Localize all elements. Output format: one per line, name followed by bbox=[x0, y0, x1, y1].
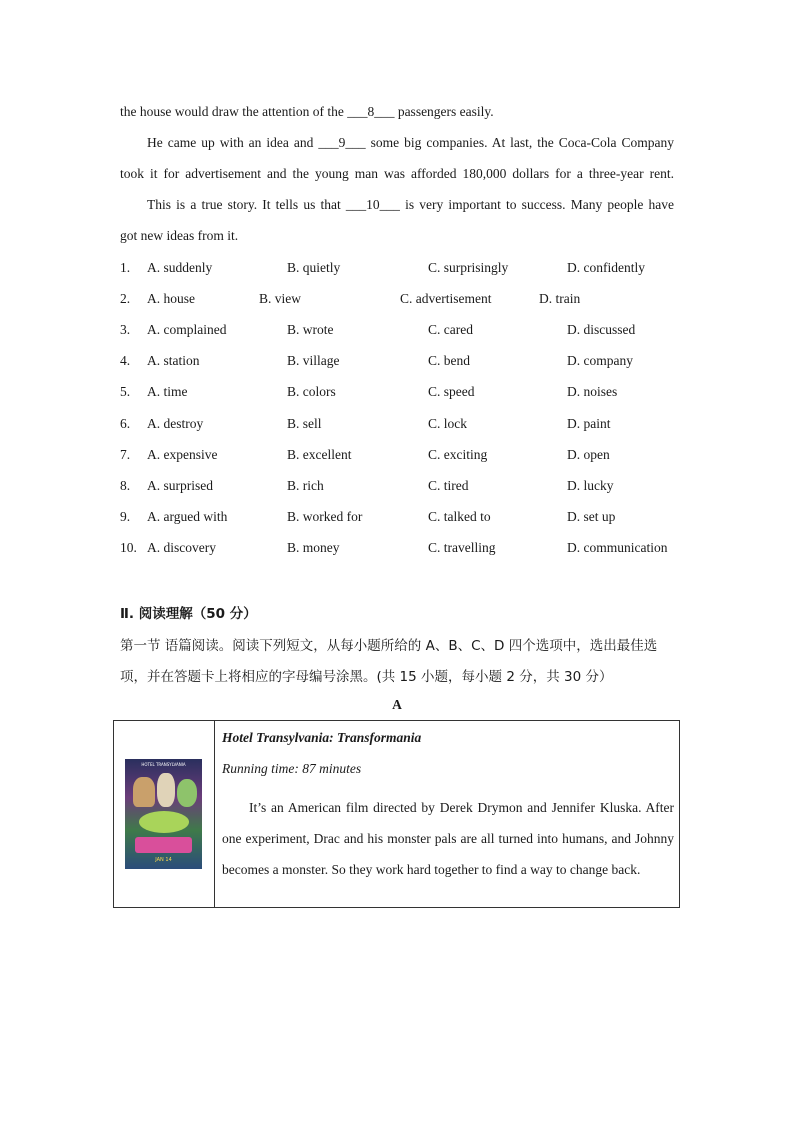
film-description: It’s an American film directed by Derek Drymon and Jennifer Kluska. After one experiment, Drac and his monster pals are all turned into humans, and Johnny becomes a monster. So they work hard together to find a way to change back. bbox=[222, 800, 674, 877]
option-b: B. colors bbox=[287, 384, 336, 399]
option-a: A. destroy bbox=[147, 416, 204, 431]
question-number: 5. bbox=[120, 384, 131, 399]
question-number: 7. bbox=[120, 447, 131, 462]
question-number: 3. bbox=[120, 322, 131, 337]
option-a: A. argued with bbox=[147, 509, 228, 524]
option-d: D. discussed bbox=[567, 322, 636, 337]
option-a: A. time bbox=[147, 384, 188, 399]
question-number: 4. bbox=[120, 353, 131, 368]
option-row bbox=[120, 353, 700, 373]
option-c: C. talked to bbox=[428, 509, 491, 524]
question-number: 6. bbox=[120, 416, 131, 431]
option-d: D. company bbox=[567, 353, 633, 368]
option-d: D. paint bbox=[567, 416, 611, 431]
poster-character bbox=[133, 777, 155, 807]
question-number: 10. bbox=[120, 540, 137, 555]
passage-line-2: He came up with an idea and ___9___ some big companies. At last, the Coca-Cola Company bbox=[147, 135, 674, 150]
option-b: B. sell bbox=[287, 416, 322, 431]
film-title: Hotel Transylvania: Transformania bbox=[222, 730, 422, 745]
option-b: B. money bbox=[287, 540, 340, 555]
option-c: C. bend bbox=[428, 353, 470, 368]
poster-date: JAN 14 bbox=[155, 857, 172, 863]
option-d: D. lucky bbox=[567, 478, 614, 493]
question-number: 8. bbox=[120, 478, 131, 493]
option-c: C. travelling bbox=[428, 540, 496, 555]
option-d: D. communication bbox=[567, 540, 668, 555]
question-number: 1. bbox=[120, 260, 131, 275]
option-row bbox=[120, 447, 700, 467]
option-c: C. advertisement bbox=[400, 291, 492, 306]
poster-character bbox=[139, 811, 189, 833]
option-c: C. lock bbox=[428, 416, 467, 431]
question-number: 2. bbox=[120, 291, 131, 306]
option-a: A. suddenly bbox=[147, 260, 213, 275]
option-row bbox=[120, 509, 700, 529]
option-b: B. view bbox=[259, 291, 301, 306]
option-b: B. quietly bbox=[287, 260, 341, 275]
option-b: B. rich bbox=[287, 478, 324, 493]
option-a: A. station bbox=[147, 353, 200, 368]
option-a: A. surprised bbox=[147, 478, 213, 493]
option-a: A. house bbox=[147, 291, 195, 306]
option-row bbox=[120, 540, 700, 560]
option-c: C. tired bbox=[428, 478, 469, 493]
option-b: B. wrote bbox=[287, 322, 334, 337]
poster-character bbox=[177, 779, 197, 807]
film-table bbox=[113, 720, 680, 908]
poster-character bbox=[157, 773, 175, 807]
option-row bbox=[120, 260, 700, 280]
option-c: C. exciting bbox=[428, 447, 488, 462]
option-row bbox=[120, 416, 700, 436]
option-a: A. expensive bbox=[147, 447, 218, 462]
passage-line-1: the house would draw the attention of the ___8___ passengers easily. bbox=[120, 104, 494, 119]
passage-line-5: got new ideas from it. bbox=[120, 228, 239, 243]
option-d: D. confidently bbox=[567, 260, 645, 275]
option-c: C. surprisingly bbox=[428, 260, 509, 275]
option-row bbox=[120, 384, 700, 404]
option-row bbox=[120, 291, 700, 311]
section-heading: Ⅱ. 阅读理解（50 分） bbox=[120, 606, 257, 622]
movie-poster-image bbox=[125, 759, 202, 869]
poster-top-text: HOTEL TRANSYLVANIA bbox=[141, 762, 186, 767]
option-d: D. set up bbox=[567, 509, 616, 524]
option-c: C. speed bbox=[428, 384, 475, 399]
section-instruction-line-2: 项，并在答题卡上将相应的字母编号涂黑。(共 15 小题，每小题 2 分，共 30 分） bbox=[120, 669, 613, 685]
option-b: B. worked for bbox=[287, 509, 363, 524]
passage-line-4: This is a true story. It tells us that ___10___ is very important to success. Many people have bbox=[147, 197, 674, 212]
table-divider bbox=[214, 721, 215, 907]
option-c: C. cared bbox=[428, 322, 473, 337]
question-number: 9. bbox=[120, 509, 131, 524]
section-instruction-line-1: 第一节 语篇阅读。阅读下列短文，从每小题所给的 A、B、C、D 四个选项中，选出最佳选 bbox=[120, 638, 658, 654]
option-row bbox=[120, 478, 700, 498]
option-d: D. noises bbox=[567, 384, 618, 399]
option-b: B. excellent bbox=[287, 447, 352, 462]
option-row bbox=[120, 322, 700, 342]
film-runtime: Running time: 87 minutes bbox=[222, 761, 362, 776]
option-b: B. village bbox=[287, 353, 340, 368]
poster-logo bbox=[135, 837, 192, 853]
option-a: A. complained bbox=[147, 322, 227, 337]
option-d: D. open bbox=[567, 447, 610, 462]
passage-line-3: took it for advertisement and the young man was afforded 180,000 dollars for a three-year rent. bbox=[120, 166, 674, 181]
part-label: A bbox=[392, 697, 402, 712]
option-a: A. discovery bbox=[147, 540, 216, 555]
option-d: D. train bbox=[539, 291, 581, 306]
